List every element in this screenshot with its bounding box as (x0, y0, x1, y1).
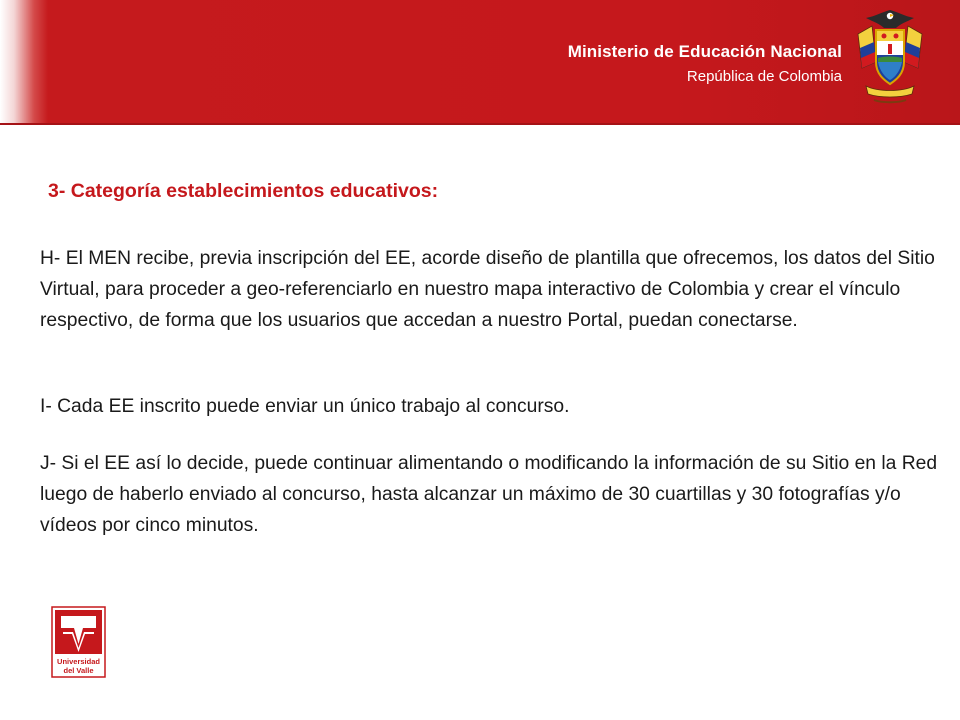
ministry-brand (568, 42, 842, 85)
logo-text-line1: Universidad (57, 657, 100, 666)
header-banner (0, 0, 960, 125)
paragraph-j: J- Si el EE así lo decide, puede continuar alimentando o modificando la información de su Sitio en la Red luego de haberlo enviado al concurso, hasta alcanzar un máximo de 30 cuartillas y 30 fotografías y/o vídeos por cinco minutos. (40, 453, 938, 536)
section-title: 3- Categoría establecimientos educativos: (48, 180, 439, 202)
colombia-coat-of-arms-icon (852, 6, 928, 106)
universidad-del-valle-logo-icon (51, 606, 106, 678)
ministry-name: Ministerio de Educación Nacional (567, 42, 842, 61)
paragraph-i: I- Cada EE inscrito puede enviar un único trabajo al concurso. (40, 396, 570, 417)
paragraph-h: H- El MEN recibe, previa inscripción del EE, acorde diseño de plantilla que ofrecemos, los datos del Sitio Virtual, para proceder a geo-referenciarlo en nuestro mapa interactivo de Colombia y crear el vínculo respectivo, de forma que los usuarios que accedan a nuestro Portal, puedan conectarse. (40, 248, 935, 331)
country-name: República de Colombia (686, 68, 842, 85)
logo-text-line2: del Valle (63, 666, 94, 675)
